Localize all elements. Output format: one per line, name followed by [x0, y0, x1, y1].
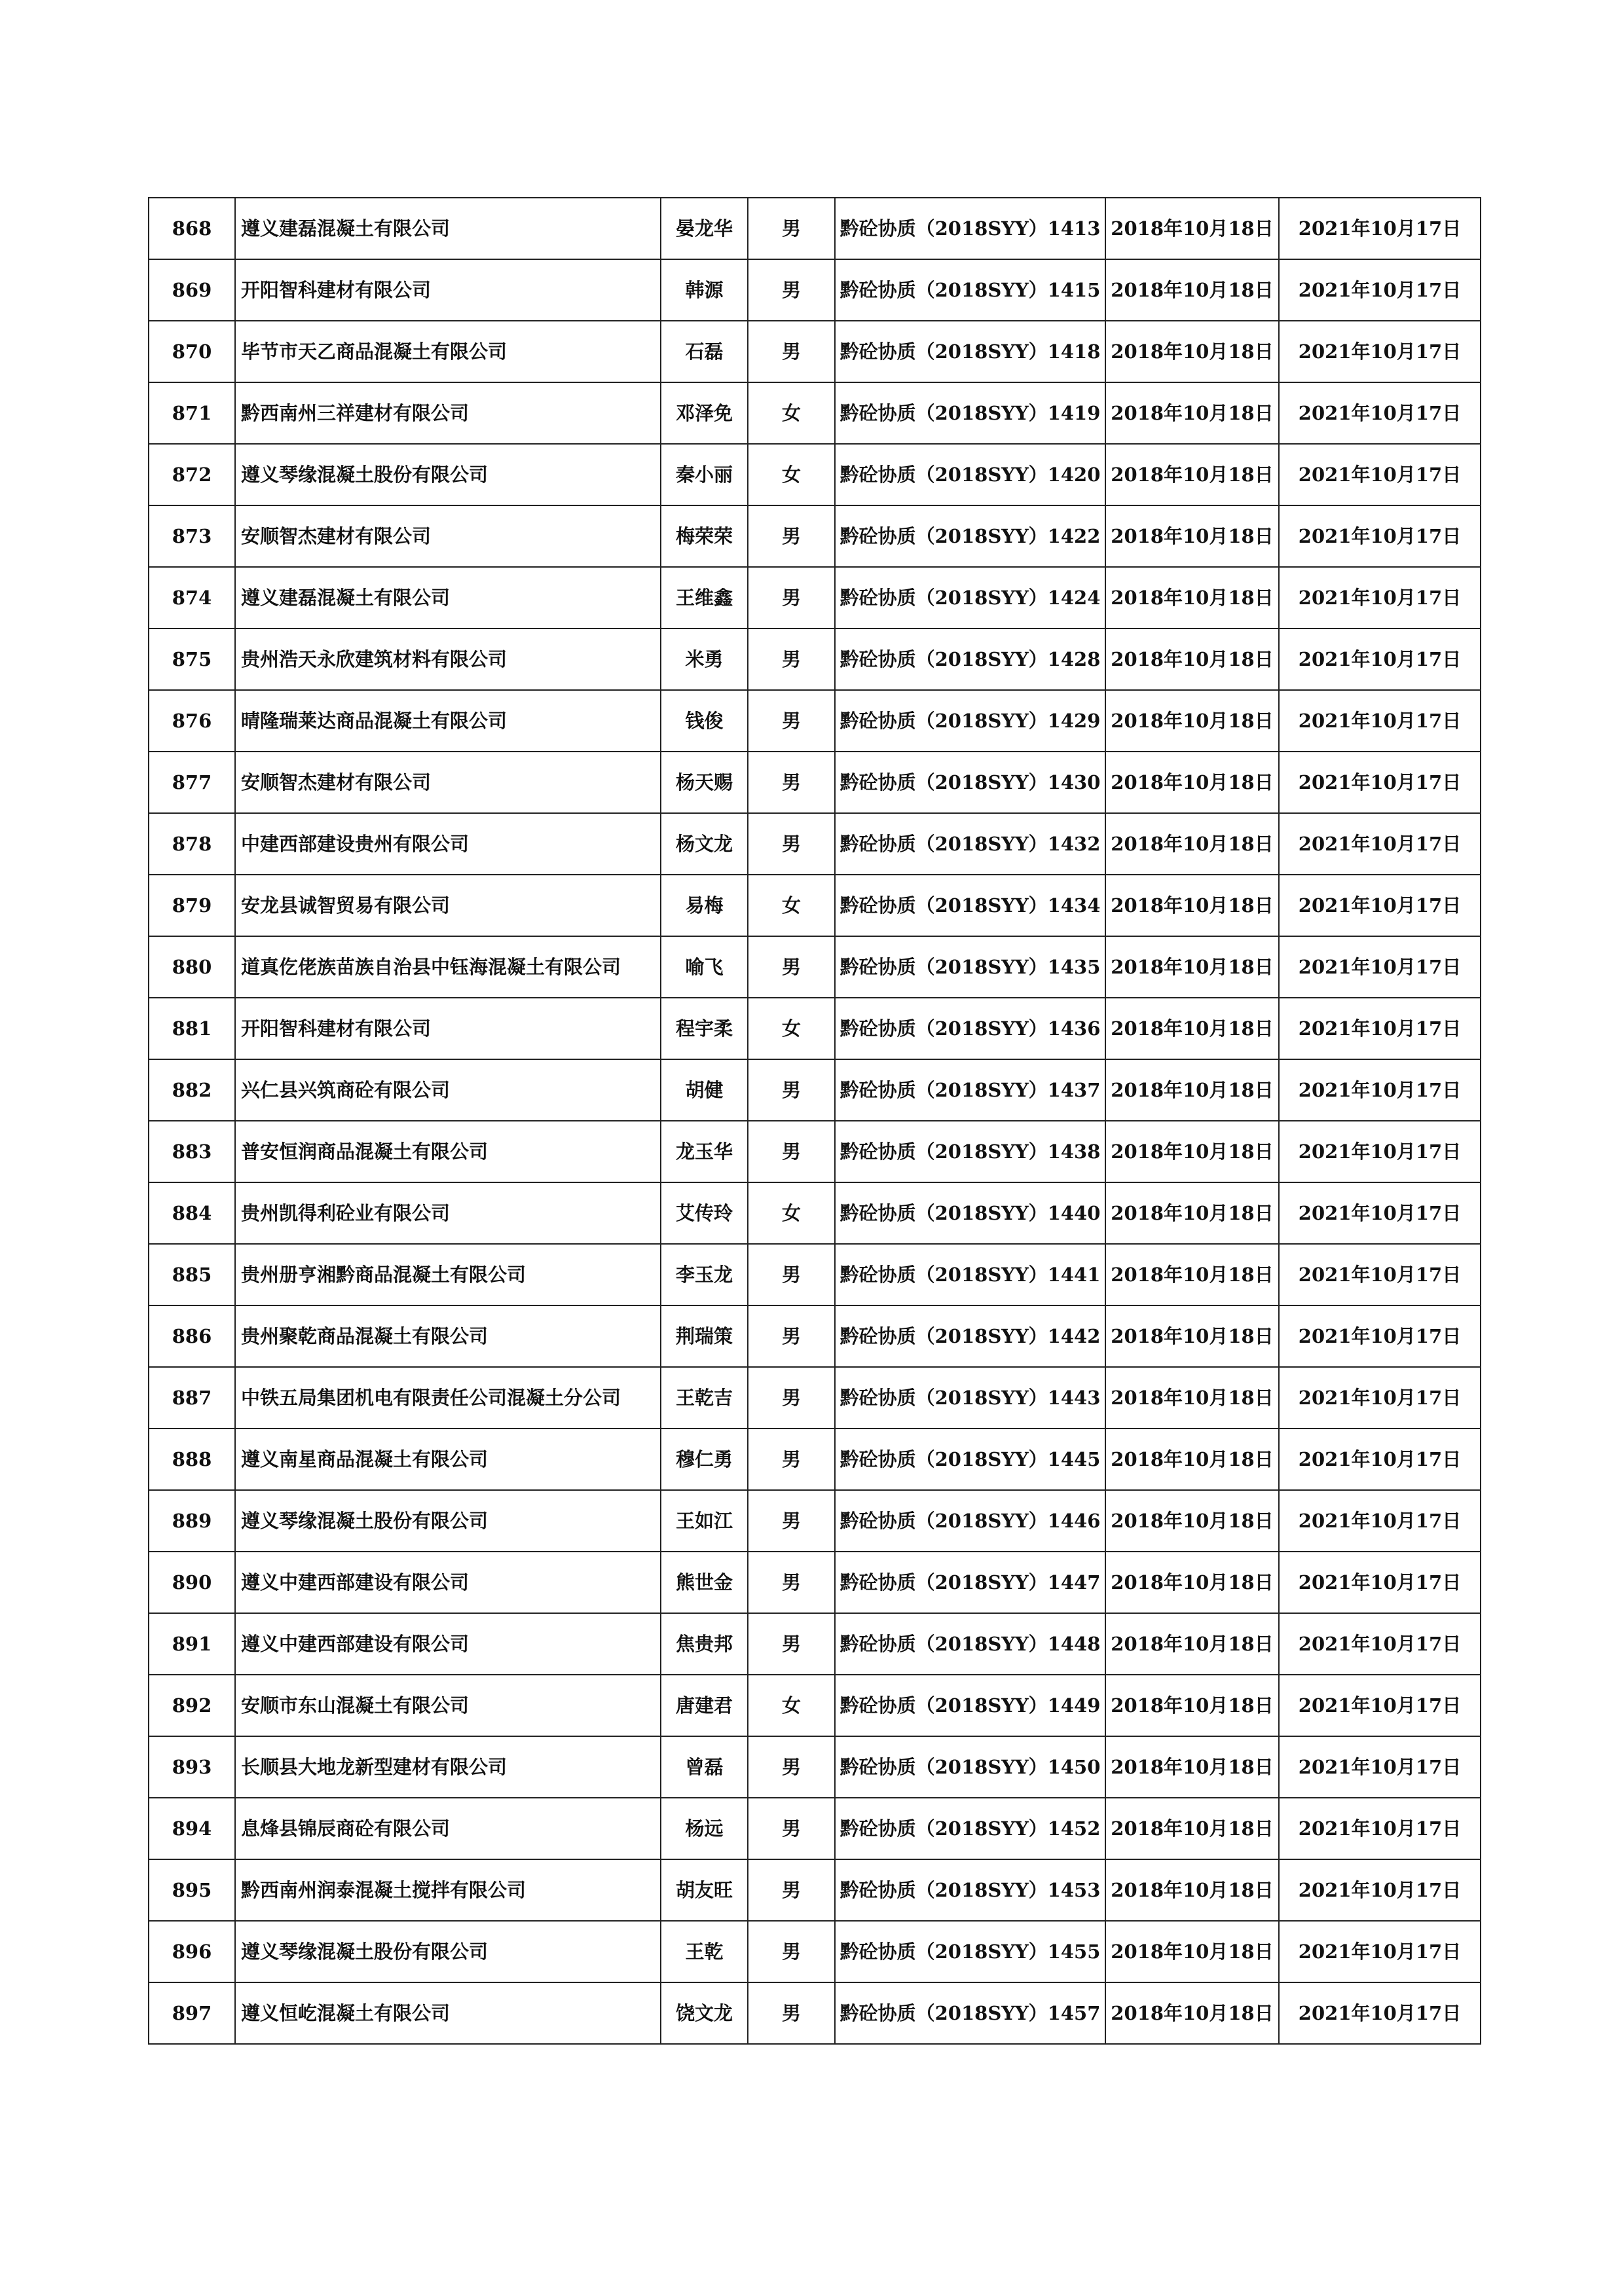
- certificate-number-cell: 黔砼协质（2018SYY）1447: [835, 1552, 1105, 1613]
- certificate-number-cell: 黔砼协质（2018SYY）1442: [835, 1305, 1105, 1367]
- company-name-cell: 安顺智杰建材有限公司: [235, 505, 661, 567]
- expiry-date-cell: 2021年10月17日: [1279, 1982, 1481, 2044]
- person-name-cell: 唐建君: [661, 1675, 748, 1736]
- issue-date-cell: 2018年10月18日: [1105, 1182, 1279, 1244]
- person-name-cell: 梅荣荣: [661, 505, 748, 567]
- person-name-cell: 杨文龙: [661, 813, 748, 875]
- company-name-cell: 贵州凯得利砼业有限公司: [235, 1182, 661, 1244]
- certificate-number-cell: 黔砼协质（2018SYY）1440: [835, 1182, 1105, 1244]
- row-number-cell: 877: [149, 752, 235, 813]
- certificate-number-cell: 黔砼协质（2018SYY）1437: [835, 1059, 1105, 1121]
- person-name-cell: 王维鑫: [661, 567, 748, 629]
- expiry-date-cell: 2021年10月17日: [1279, 1121, 1481, 1182]
- person-name-cell: 石磊: [661, 321, 748, 382]
- expiry-date-cell: 2021年10月17日: [1279, 444, 1481, 505]
- table-row: [149, 1552, 1481, 1613]
- person-name-cell: 秦小丽: [661, 444, 748, 505]
- table-row: [149, 198, 1481, 259]
- row-number-cell: 869: [149, 259, 235, 321]
- company-name-cell: 贵州册亨湘黔商品混凝土有限公司: [235, 1244, 661, 1305]
- issue-date-cell: 2018年10月18日: [1105, 198, 1279, 259]
- expiry-date-cell: 2021年10月17日: [1279, 752, 1481, 813]
- company-name-cell: 晴隆瑞莱达商品混凝土有限公司: [235, 690, 661, 752]
- person-name-cell: 焦贵邦: [661, 1613, 748, 1675]
- person-name-cell: 杨远: [661, 1798, 748, 1859]
- person-name-cell: 王如江: [661, 1490, 748, 1552]
- gender-cell: 男: [748, 321, 835, 382]
- issue-date-cell: 2018年10月18日: [1105, 1121, 1279, 1182]
- company-name-cell: 遵义建磊混凝土有限公司: [235, 567, 661, 629]
- table-row: [149, 382, 1481, 444]
- person-name-cell: 钱俊: [661, 690, 748, 752]
- row-number-cell: 875: [149, 629, 235, 690]
- certificate-number-cell: 黔砼协质（2018SYY）1436: [835, 998, 1105, 1059]
- issue-date-cell: 2018年10月18日: [1105, 1429, 1279, 1490]
- table-row: [149, 259, 1481, 321]
- table-row: [149, 1305, 1481, 1367]
- table-row: [149, 1921, 1481, 1982]
- gender-cell: 男: [748, 629, 835, 690]
- certificate-number-cell: 黔砼协质（2018SYY）1455: [835, 1921, 1105, 1982]
- person-name-cell: 穆仁勇: [661, 1429, 748, 1490]
- certificate-number-cell: 黔砼协质（2018SYY）1415: [835, 259, 1105, 321]
- company-name-cell: 贵州浩天永欣建筑材料有限公司: [235, 629, 661, 690]
- certificate-number-cell: 黔砼协质（2018SYY）1418: [835, 321, 1105, 382]
- table-row: [149, 998, 1481, 1059]
- gender-cell: 男: [748, 1490, 835, 1552]
- expiry-date-cell: 2021年10月17日: [1279, 1244, 1481, 1305]
- table-row: [149, 1736, 1481, 1798]
- issue-date-cell: 2018年10月18日: [1105, 1675, 1279, 1736]
- row-number-cell: 893: [149, 1736, 235, 1798]
- row-number-cell: 889: [149, 1490, 235, 1552]
- issue-date-cell: 2018年10月18日: [1105, 1736, 1279, 1798]
- company-name-cell: 中建西部建设贵州有限公司: [235, 813, 661, 875]
- gender-cell: 男: [748, 567, 835, 629]
- row-number-cell: 891: [149, 1613, 235, 1675]
- row-number-cell: 878: [149, 813, 235, 875]
- certificate-number-cell: 黔砼协质（2018SYY）1420: [835, 444, 1105, 505]
- company-name-cell: 安龙县诚智贸易有限公司: [235, 875, 661, 936]
- gender-cell: 男: [748, 1121, 835, 1182]
- company-name-cell: 贵州聚乾商品混凝土有限公司: [235, 1305, 661, 1367]
- gender-cell: 男: [748, 505, 835, 567]
- certificate-table: [148, 197, 1481, 2045]
- issue-date-cell: 2018年10月18日: [1105, 752, 1279, 813]
- person-name-cell: 晏龙华: [661, 198, 748, 259]
- row-number-cell: 885: [149, 1244, 235, 1305]
- gender-cell: 男: [748, 752, 835, 813]
- expiry-date-cell: 2021年10月17日: [1279, 321, 1481, 382]
- company-name-cell: 兴仁县兴筑商砼有限公司: [235, 1059, 661, 1121]
- expiry-date-cell: 2021年10月17日: [1279, 690, 1481, 752]
- certificate-number-cell: 黔砼协质（2018SYY）1441: [835, 1244, 1105, 1305]
- issue-date-cell: 2018年10月18日: [1105, 382, 1279, 444]
- row-number-cell: 873: [149, 505, 235, 567]
- issue-date-cell: 2018年10月18日: [1105, 813, 1279, 875]
- company-name-cell: 遵义琴缘混凝土股份有限公司: [235, 444, 661, 505]
- issue-date-cell: 2018年10月18日: [1105, 1921, 1279, 1982]
- table-row: [149, 690, 1481, 752]
- expiry-date-cell: 2021年10月17日: [1279, 998, 1481, 1059]
- certificate-number-cell: 黔砼协质（2018SYY）1453: [835, 1859, 1105, 1921]
- row-number-cell: 872: [149, 444, 235, 505]
- gender-cell: 女: [748, 875, 835, 936]
- row-number-cell: 895: [149, 1859, 235, 1921]
- company-name-cell: 遵义建磊混凝土有限公司: [235, 198, 661, 259]
- row-number-cell: 868: [149, 198, 235, 259]
- gender-cell: 男: [748, 1552, 835, 1613]
- company-name-cell: 长顺县大地龙新型建材有限公司: [235, 1736, 661, 1798]
- issue-date-cell: 2018年10月18日: [1105, 1244, 1279, 1305]
- company-name-cell: 道真仡佬族苗族自治县中钰海混凝土有限公司: [235, 936, 661, 998]
- certificate-number-cell: 黔砼协质（2018SYY）1443: [835, 1367, 1105, 1429]
- gender-cell: 男: [748, 1798, 835, 1859]
- issue-date-cell: 2018年10月18日: [1105, 567, 1279, 629]
- person-name-cell: 熊世金: [661, 1552, 748, 1613]
- issue-date-cell: 2018年10月18日: [1105, 444, 1279, 505]
- issue-date-cell: 2018年10月18日: [1105, 690, 1279, 752]
- company-name-cell: 安顺市东山混凝土有限公司: [235, 1675, 661, 1736]
- company-name-cell: 黔西南州润泰混凝土搅拌有限公司: [235, 1859, 661, 1921]
- gender-cell: 女: [748, 382, 835, 444]
- table-row: [149, 1121, 1481, 1182]
- table-row: [149, 1182, 1481, 1244]
- table-row: [149, 1490, 1481, 1552]
- issue-date-cell: 2018年10月18日: [1105, 1798, 1279, 1859]
- table-row: [149, 875, 1481, 936]
- gender-cell: 男: [748, 813, 835, 875]
- table-row: [149, 1798, 1481, 1859]
- certificate-number-cell: 黔砼协质（2018SYY）1419: [835, 382, 1105, 444]
- certificate-number-cell: 黔砼协质（2018SYY）1445: [835, 1429, 1105, 1490]
- person-name-cell: 王乾: [661, 1921, 748, 1982]
- company-name-cell: 遵义琴缘混凝土股份有限公司: [235, 1921, 661, 1982]
- issue-date-cell: 2018年10月18日: [1105, 629, 1279, 690]
- company-name-cell: 遵义中建西部建设有限公司: [235, 1613, 661, 1675]
- gender-cell: 男: [748, 259, 835, 321]
- expiry-date-cell: 2021年10月17日: [1279, 1859, 1481, 1921]
- issue-date-cell: 2018年10月18日: [1105, 998, 1279, 1059]
- issue-date-cell: 2018年10月18日: [1105, 1059, 1279, 1121]
- expiry-date-cell: 2021年10月17日: [1279, 1675, 1481, 1736]
- expiry-date-cell: 2021年10月17日: [1279, 1367, 1481, 1429]
- certificate-number-cell: 黔砼协质（2018SYY）1434: [835, 875, 1105, 936]
- certificate-number-cell: 黔砼协质（2018SYY）1448: [835, 1613, 1105, 1675]
- gender-cell: 女: [748, 998, 835, 1059]
- expiry-date-cell: 2021年10月17日: [1279, 1182, 1481, 1244]
- person-name-cell: 胡友旺: [661, 1859, 748, 1921]
- expiry-date-cell: 2021年10月17日: [1279, 1552, 1481, 1613]
- person-name-cell: 荆瑞策: [661, 1305, 748, 1367]
- table-row: [149, 1059, 1481, 1121]
- certificate-number-cell: 黔砼协质（2018SYY）1450: [835, 1736, 1105, 1798]
- gender-cell: 男: [748, 1305, 835, 1367]
- table-row: [149, 1367, 1481, 1429]
- row-number-cell: 871: [149, 382, 235, 444]
- row-number-cell: 876: [149, 690, 235, 752]
- expiry-date-cell: 2021年10月17日: [1279, 505, 1481, 567]
- table-row: [149, 567, 1481, 629]
- person-name-cell: 曾磊: [661, 1736, 748, 1798]
- issue-date-cell: 2018年10月18日: [1105, 936, 1279, 998]
- gender-cell: 男: [748, 1059, 835, 1121]
- issue-date-cell: 2018年10月18日: [1105, 1859, 1279, 1921]
- row-number-cell: 881: [149, 998, 235, 1059]
- certificate-number-cell: 黔砼协质（2018SYY）1449: [835, 1675, 1105, 1736]
- person-name-cell: 邓泽免: [661, 382, 748, 444]
- company-name-cell: 遵义中建西部建设有限公司: [235, 1552, 661, 1613]
- table-row: [149, 813, 1481, 875]
- expiry-date-cell: 2021年10月17日: [1279, 1798, 1481, 1859]
- certificate-number-cell: 黔砼协质（2018SYY）1422: [835, 505, 1105, 567]
- gender-cell: 男: [748, 1859, 835, 1921]
- gender-cell: 男: [748, 1613, 835, 1675]
- issue-date-cell: 2018年10月18日: [1105, 1552, 1279, 1613]
- table-row: [149, 629, 1481, 690]
- company-name-cell: 息烽县锦辰商砼有限公司: [235, 1798, 661, 1859]
- company-name-cell: 遵义琴缘混凝土股份有限公司: [235, 1490, 661, 1552]
- expiry-date-cell: 2021年10月17日: [1279, 1429, 1481, 1490]
- issue-date-cell: 2018年10月18日: [1105, 321, 1279, 382]
- issue-date-cell: 2018年10月18日: [1105, 1490, 1279, 1552]
- company-name-cell: 黔西南州三祥建材有限公司: [235, 382, 661, 444]
- expiry-date-cell: 2021年10月17日: [1279, 629, 1481, 690]
- person-name-cell: 韩源: [661, 259, 748, 321]
- person-name-cell: 艾传玲: [661, 1182, 748, 1244]
- issue-date-cell: 2018年10月18日: [1105, 259, 1279, 321]
- person-name-cell: 李玉龙: [661, 1244, 748, 1305]
- certificate-number-cell: 黔砼协质（2018SYY）1435: [835, 936, 1105, 998]
- gender-cell: 男: [748, 1429, 835, 1490]
- person-name-cell: 饶文龙: [661, 1982, 748, 2044]
- row-number-cell: 883: [149, 1121, 235, 1182]
- certificate-number-cell: 黔砼协质（2018SYY）1432: [835, 813, 1105, 875]
- gender-cell: 女: [748, 444, 835, 505]
- issue-date-cell: 2018年10月18日: [1105, 1982, 1279, 2044]
- table-row: [149, 1982, 1481, 2044]
- certificate-number-cell: 黔砼协质（2018SYY）1430: [835, 752, 1105, 813]
- expiry-date-cell: 2021年10月17日: [1279, 813, 1481, 875]
- expiry-date-cell: 2021年10月17日: [1279, 1059, 1481, 1121]
- row-number-cell: 874: [149, 567, 235, 629]
- row-number-cell: 888: [149, 1429, 235, 1490]
- gender-cell: 男: [748, 1736, 835, 1798]
- row-number-cell: 886: [149, 1305, 235, 1367]
- expiry-date-cell: 2021年10月17日: [1279, 875, 1481, 936]
- gender-cell: 男: [748, 1367, 835, 1429]
- expiry-date-cell: 2021年10月17日: [1279, 567, 1481, 629]
- row-number-cell: 880: [149, 936, 235, 998]
- gender-cell: 男: [748, 936, 835, 998]
- table-row: [149, 505, 1481, 567]
- person-name-cell: 王乾吉: [661, 1367, 748, 1429]
- table-body: [149, 198, 1481, 2044]
- person-name-cell: 杨天赐: [661, 752, 748, 813]
- person-name-cell: 易梅: [661, 875, 748, 936]
- gender-cell: 男: [748, 690, 835, 752]
- issue-date-cell: 2018年10月18日: [1105, 1305, 1279, 1367]
- gender-cell: 女: [748, 1675, 835, 1736]
- company-name-cell: 普安恒润商品混凝土有限公司: [235, 1121, 661, 1182]
- table-row: [149, 444, 1481, 505]
- company-name-cell: 安顺智杰建材有限公司: [235, 752, 661, 813]
- table-row: [149, 1429, 1481, 1490]
- expiry-date-cell: 2021年10月17日: [1279, 936, 1481, 998]
- row-number-cell: 896: [149, 1921, 235, 1982]
- gender-cell: 男: [748, 1244, 835, 1305]
- company-name-cell: 开阳智科建材有限公司: [235, 259, 661, 321]
- certificate-number-cell: 黔砼协质（2018SYY）1457: [835, 1982, 1105, 2044]
- expiry-date-cell: 2021年10月17日: [1279, 1490, 1481, 1552]
- row-number-cell: 890: [149, 1552, 235, 1613]
- company-name-cell: 开阳智科建材有限公司: [235, 998, 661, 1059]
- person-name-cell: 喻飞: [661, 936, 748, 998]
- row-number-cell: 870: [149, 321, 235, 382]
- person-name-cell: 米勇: [661, 629, 748, 690]
- row-number-cell: 884: [149, 1182, 235, 1244]
- expiry-date-cell: 2021年10月17日: [1279, 1921, 1481, 1982]
- table-row: [149, 1613, 1481, 1675]
- issue-date-cell: 2018年10月18日: [1105, 1367, 1279, 1429]
- expiry-date-cell: 2021年10月17日: [1279, 198, 1481, 259]
- gender-cell: 男: [748, 1921, 835, 1982]
- company-name-cell: 遵义南星商品混凝土有限公司: [235, 1429, 661, 1490]
- row-number-cell: 882: [149, 1059, 235, 1121]
- row-number-cell: 887: [149, 1367, 235, 1429]
- issue-date-cell: 2018年10月18日: [1105, 1613, 1279, 1675]
- gender-cell: 男: [748, 1982, 835, 2044]
- row-number-cell: 879: [149, 875, 235, 936]
- table-row: [149, 321, 1481, 382]
- gender-cell: 男: [748, 198, 835, 259]
- certificate-number-cell: 黔砼协质（2018SYY）1428: [835, 629, 1105, 690]
- person-name-cell: 程宇柔: [661, 998, 748, 1059]
- expiry-date-cell: 2021年10月17日: [1279, 382, 1481, 444]
- certificate-number-cell: 黔砼协质（2018SYY）1413: [835, 198, 1105, 259]
- expiry-date-cell: 2021年10月17日: [1279, 259, 1481, 321]
- table-row: [149, 1859, 1481, 1921]
- person-name-cell: 胡健: [661, 1059, 748, 1121]
- certificate-number-cell: 黔砼协质（2018SYY）1438: [835, 1121, 1105, 1182]
- row-number-cell: 894: [149, 1798, 235, 1859]
- expiry-date-cell: 2021年10月17日: [1279, 1613, 1481, 1675]
- certificate-number-cell: 黔砼协质（2018SYY）1424: [835, 567, 1105, 629]
- table-row: [149, 936, 1481, 998]
- expiry-date-cell: 2021年10月17日: [1279, 1305, 1481, 1367]
- company-name-cell: 毕节市天乙商品混凝土有限公司: [235, 321, 661, 382]
- table-row: [149, 752, 1481, 813]
- row-number-cell: 892: [149, 1675, 235, 1736]
- person-name-cell: 龙玉华: [661, 1121, 748, 1182]
- gender-cell: 女: [748, 1182, 835, 1244]
- issue-date-cell: 2018年10月18日: [1105, 505, 1279, 567]
- issue-date-cell: 2018年10月18日: [1105, 875, 1279, 936]
- table-row: [149, 1675, 1481, 1736]
- table-row: [149, 1244, 1481, 1305]
- certificate-number-cell: 黔砼协质（2018SYY）1446: [835, 1490, 1105, 1552]
- certificate-number-cell: 黔砼协质（2018SYY）1452: [835, 1798, 1105, 1859]
- expiry-date-cell: 2021年10月17日: [1279, 1736, 1481, 1798]
- row-number-cell: 897: [149, 1982, 235, 2044]
- company-name-cell: 遵义恒屹混凝土有限公司: [235, 1982, 661, 2044]
- company-name-cell: 中铁五局集团机电有限责任公司混凝土分公司: [235, 1367, 661, 1429]
- certificate-number-cell: 黔砼协质（2018SYY）1429: [835, 690, 1105, 752]
